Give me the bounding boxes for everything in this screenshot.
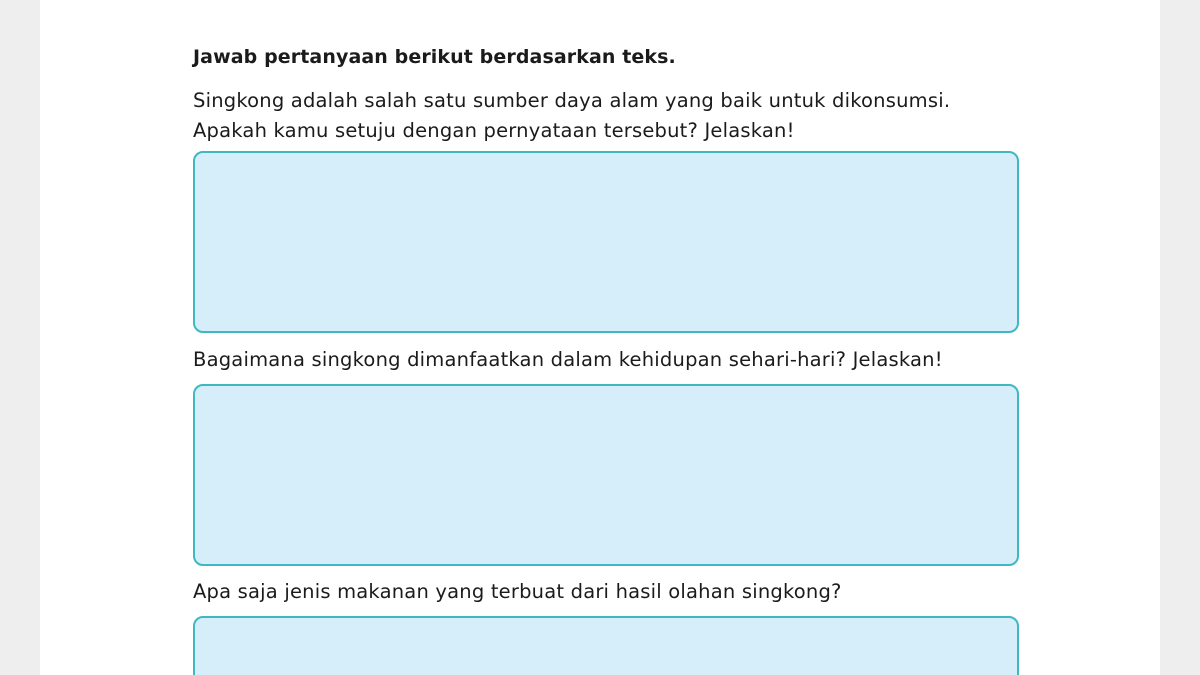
right-margin xyxy=(1160,0,1200,675)
question-1-line-2: Apakah kamu setuju dengan pernyataan tersebut? Jelaskan! xyxy=(193,119,795,142)
instruction-heading: Jawab pertanyaan berikut berdasarkan teks. xyxy=(193,46,676,68)
question-3-line-1: Apa saja jenis makanan yang terbuat dari hasil olahan singkong? xyxy=(193,580,842,603)
question-2 xyxy=(193,345,943,375)
answer-box-3[interactable] xyxy=(193,616,1019,675)
question-1 xyxy=(193,86,950,146)
left-margin xyxy=(0,0,40,675)
question-3 xyxy=(193,577,842,607)
question-1-line-1: Singkong adalah salah satu sumber daya alam yang baik untuk dikonsumsi. xyxy=(193,89,951,112)
answer-box-1[interactable] xyxy=(193,151,1019,333)
worksheet-page xyxy=(40,0,1160,675)
answer-box-2[interactable] xyxy=(193,384,1019,566)
question-2-line-1: Bagaimana singkong dimanfaatkan dalam kehidupan sehari-hari? Jelaskan! xyxy=(193,348,943,371)
